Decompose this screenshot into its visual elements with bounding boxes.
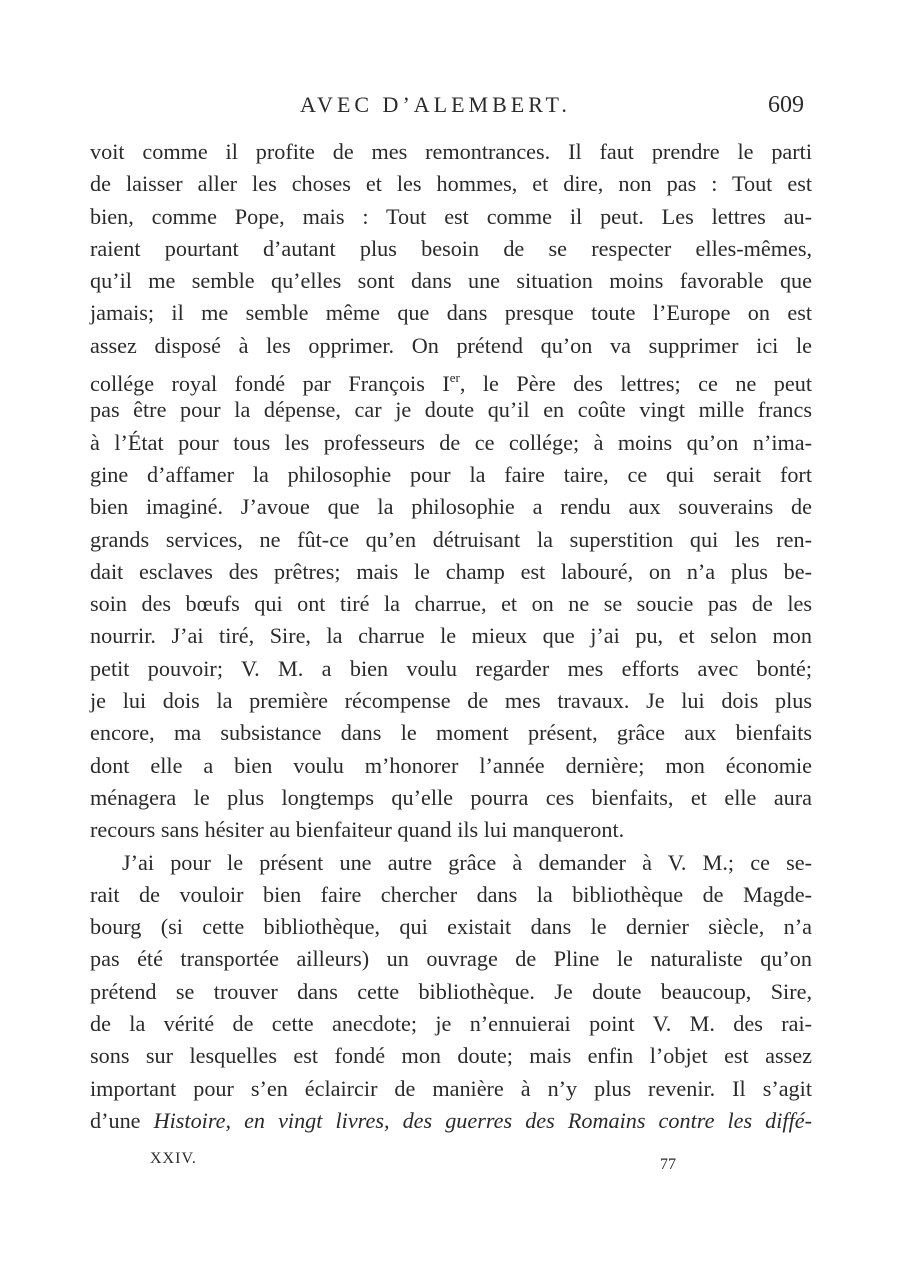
text-line: assez disposé à les opprimer. On prétend qu’on va supprimer ici le bbox=[90, 332, 812, 358]
text-line: important pour s’en éclaircir de manière à n’y plus revenir. Il s’agit bbox=[90, 1075, 812, 1101]
sheet-number: 77 bbox=[660, 1156, 676, 1173]
signature-mark: XXIV. bbox=[150, 1150, 197, 1167]
text-segment: collége royal fondé par François I bbox=[90, 371, 450, 397]
text-line: bien, comme Pope, mais : Tout est comme il peut. Les lettres au- bbox=[90, 203, 812, 229]
text-segment: d’une bbox=[90, 1107, 154, 1133]
text-line bbox=[90, 1105, 812, 1137]
text-line: grands services, ne fût-ce qu’en détruisant la superstition qui les ren- bbox=[90, 526, 812, 552]
text-line: dait esclaves des prêtres; mais le champ est labouré, on n’a plus be- bbox=[90, 558, 812, 584]
text-line: bien imaginé. J’avoue que la philosophie a rendu aux souverains de bbox=[90, 494, 812, 520]
text-line: voit comme il profite de mes remontrances. Il faut prendre le parti bbox=[90, 139, 812, 164]
text-line: à l’État pour tous les professeurs de ce collége; à moins qu’on n’ima- bbox=[90, 429, 812, 455]
text-line: recours sans hésiter au bienfaiteur quand ils lui manqueront. bbox=[90, 817, 625, 843]
text-line: bourg (si cette bibliothèque, qui existait dans le dernier siècle, n’a bbox=[90, 914, 812, 940]
text-line: jamais; il me semble même que dans presque toute l’Europe on est bbox=[90, 300, 812, 326]
text-line: J’ai pour le présent une autre grâce à demander à V. M.; ce se- bbox=[122, 849, 812, 875]
text-line: gine d’affamer la philosophie pour la faire taire, ce qui serait fort bbox=[90, 461, 812, 487]
superscript: er bbox=[449, 370, 460, 386]
text-line: petit pouvoir; V. M. a bien voulu regarder mes efforts avec bonté; bbox=[90, 655, 812, 681]
text-line: dont elle a bien voulu m’honorer l’année dernière; mon économie bbox=[90, 752, 812, 778]
text-line: je lui dois la première récompense de mes travaux. Je lui dois plus bbox=[90, 688, 812, 714]
text-line: de laisser aller les choses et les hommes, et dire, non pas : Tout est bbox=[90, 171, 812, 197]
text-line: prétend se trouver dans cette bibliothèque. Je doute beaucoup, Sire, bbox=[90, 978, 812, 1004]
text-segment: , le Père des lettres; ce ne peut bbox=[459, 371, 812, 397]
body-text bbox=[90, 136, 812, 1137]
text-line: ménagera le plus longtemps qu’elle pourra ces bienfaits, et elle aura bbox=[90, 784, 812, 810]
text-line: pas être pour la dépense, car je doute qu’il en coûte vingt mille francs bbox=[90, 397, 812, 423]
page-number: 609 bbox=[768, 92, 804, 118]
text-line: encore, ma subsistance dans le moment présent, grâce aux bienfaits bbox=[90, 720, 812, 746]
text-line: nourrir. J’ai tiré, Sire, la charrue le mieux que j’ai pu, et selon mon bbox=[90, 623, 812, 649]
text-line: soin des bœufs qui ont tiré la charrue, et on ne se soucie pas de les bbox=[90, 591, 812, 617]
text-line: sons sur lesquelles est fondé mon doute; mais enfin l’objet est assez bbox=[90, 1043, 812, 1069]
text-line: raient pourtant d’autant plus besoin de se respecter elles-mêmes, bbox=[90, 235, 812, 261]
text-line: pas été transportée ailleurs) un ouvrage de Pline le naturaliste qu’on bbox=[90, 946, 812, 972]
text-line: de la vérité de cette anecdote; je n’ennuierai point V. M. des rai- bbox=[90, 1011, 812, 1037]
text-line bbox=[90, 362, 812, 397]
italic-title: Histoire, en vingt livres, des guerres des Romains contre les diffé- bbox=[153, 1107, 812, 1133]
running-title: AVEC D’ALEMBERT. bbox=[300, 92, 571, 117]
text-line: qu’il me semble qu’elles sont dans une situation moins favorable que bbox=[90, 268, 812, 294]
text-line: rait de vouloir bien faire chercher dans la bibliothèque de Magde- bbox=[90, 881, 812, 907]
